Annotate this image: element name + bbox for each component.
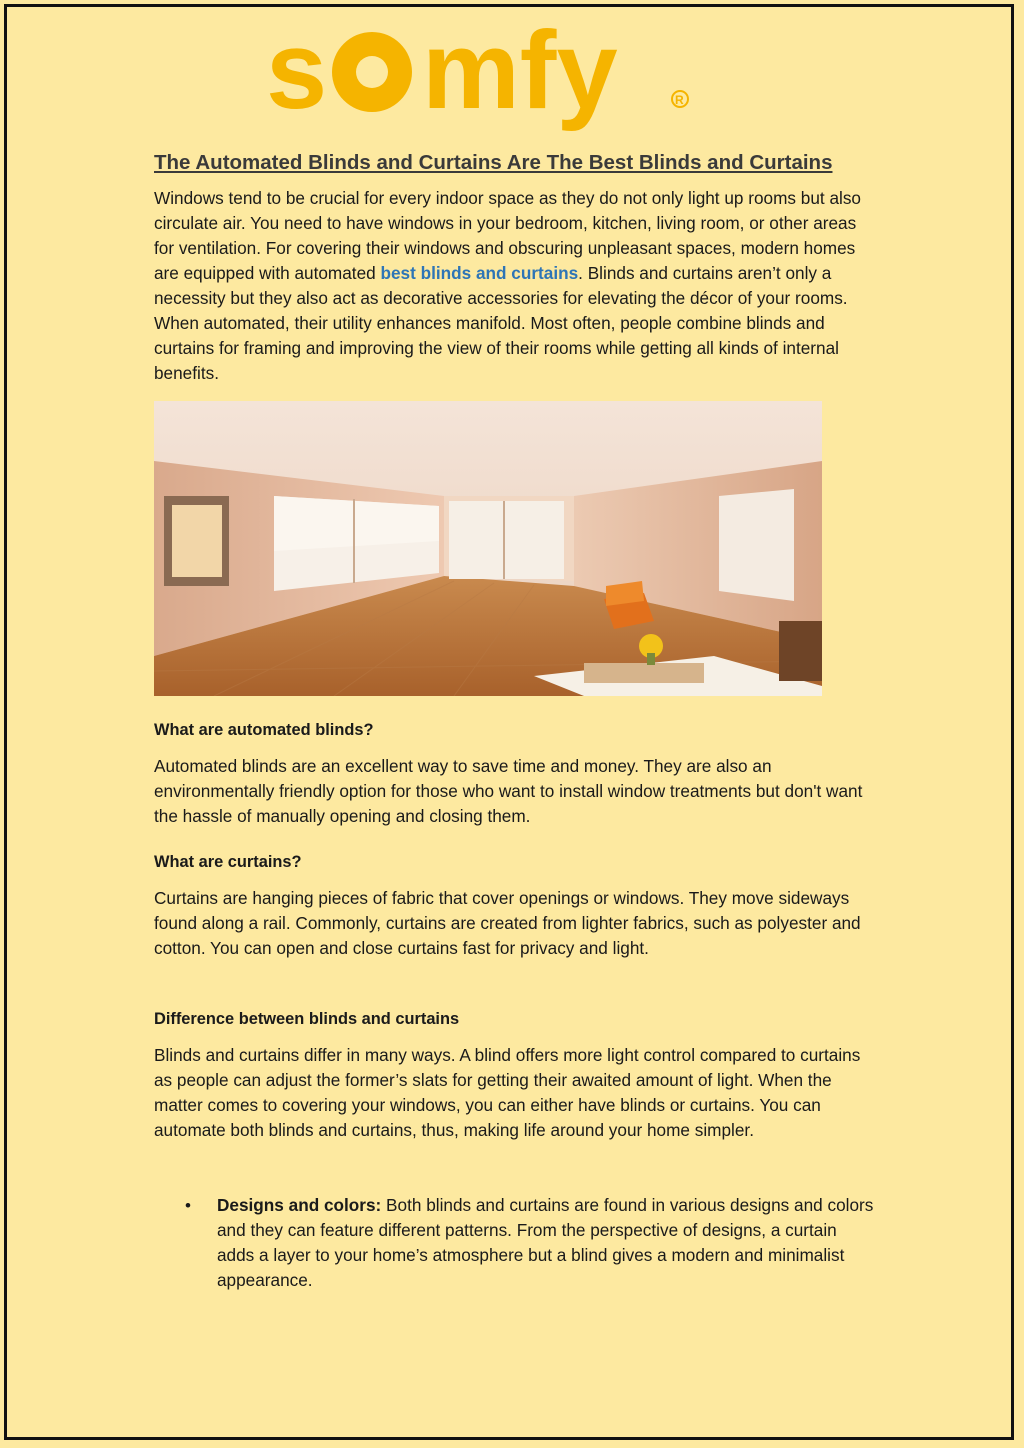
section-body: Automated blinds are an excellent way to save time and money. They are also an environmentally friendly option for those who want to install window treatments but don't want the hassle of manually opening and closing them. <box>154 756 863 826</box>
somfy-logo <box>262 12 702 132</box>
svg-text:mfy: mfy <box>422 12 618 132</box>
svg-text:s: s <box>266 12 328 132</box>
section-automated-blinds <box>154 718 870 829</box>
section-body: Blinds and curtains differ in many ways. A blind offers more light control compared to curtains as people can adjust the former’s slats for getting their awaited amount of light. When the matter comes to covering your windows, you can either have blinds or curtains. You can automate both blinds and curtains, thus, making life around your home simpler. <box>154 1045 861 1140</box>
intro-text: Windows tend to be crucial for every indoor space as they do not only light up rooms but also circulate air. You need to have windows in your bedroom, kitchen, living room, or other areas for ventilation. For covering their windows and obscuring unpleasant spaces, modern homes are equipped with automated <box>154 188 861 283</box>
intro-block <box>154 148 870 386</box>
section-difference <box>154 1007 870 1143</box>
section-curtains <box>154 850 870 961</box>
best-blinds-link[interactable]: best blinds and curtains <box>380 263 579 283</box>
section-heading: What are curtains? <box>154 853 302 871</box>
article-title: The Automated Blinds and Curtains Are The Best Blinds and Curtains <box>154 151 833 174</box>
svg-text:R: R <box>675 93 684 107</box>
section-heading: Difference between blinds and curtains <box>154 1010 460 1028</box>
room-photo <box>154 401 822 696</box>
bullet-label: Designs and colors: <box>217 1195 382 1215</box>
bullet-body: Both blinds and curtains are found in various designs and colors and they can feature different patterns. From the perspective of designs, a curtain adds a layer to your home’s atmosphere but a blind gives a modern and minimalist appearance. <box>217 1195 874 1290</box>
intro-text-cont: . Blinds and curtains aren’t only a necessity but they also act as decorative accessories for elevating the décor of your rooms. When automated, their utility enhances manifold. Most often, people combine blinds and curtains for framing and improving the view of their rooms while getting all kinds of internal benefits. <box>154 263 848 383</box>
bullet-text <box>217 1193 875 1293</box>
bullet-dot-icon: • <box>185 1196 191 1215</box>
section-body: Curtains are hanging pieces of fabric that cover openings or windows. They move sideways found along a rail. Commonly, curtains are created from lighter fabrics, such as polyester and cotton. You can open and close curtains fast for privacy and light. <box>154 888 861 958</box>
section-heading: What are automated blinds? <box>154 721 374 739</box>
intro-paragraph <box>154 186 870 386</box>
bullet-designs-colors <box>185 1193 875 1293</box>
